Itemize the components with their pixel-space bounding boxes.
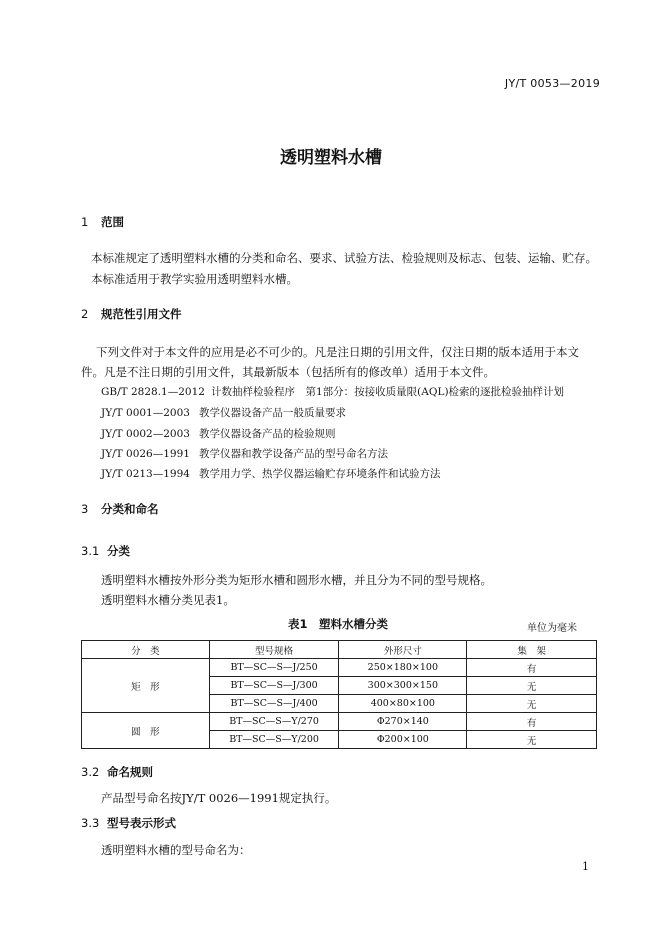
section-3-1-heading (81, 543, 130, 559)
section-number: 1 (81, 215, 89, 229)
section-title: 规范性引用文件 (101, 307, 182, 321)
size-cell: Φ270×140 (339, 713, 467, 731)
reference-code: JY/T 0026—1991 (101, 448, 190, 460)
size-cell: 250×180×100 (339, 659, 467, 677)
section-number: 2 (81, 307, 89, 321)
reference-code: JY/T 0002—2003 (101, 428, 190, 440)
size-cell: 300×300×150 (339, 677, 467, 695)
section-3-2-heading (81, 764, 153, 780)
rack-cell: 无 (467, 695, 597, 713)
reference-text: 教学用力学、热学仪器运输贮存环境条件和试验方法 (199, 468, 441, 480)
section-title: 分类 (107, 544, 130, 558)
rack-cell: 无 (467, 677, 597, 695)
size-cell: Φ200×100 (339, 731, 467, 749)
model-cell: BT—SC—S—J/300 (209, 677, 339, 695)
classification-table (81, 640, 597, 749)
category-cell: 矩 形 (82, 659, 210, 713)
model-cell: BT—SC—S—J/250 (209, 659, 339, 677)
table-header-row (82, 641, 597, 659)
paragraph: 透明塑料水槽按外形分类为矩形水槽和圆形水槽，并且分为不同的型号规格。 (101, 573, 492, 587)
reference-item (101, 405, 346, 420)
paragraph: 产品型号命名按JY/T 0026—1991规定执行。 (101, 791, 337, 805)
section-2-heading (81, 306, 182, 322)
table-row (82, 713, 597, 731)
section-title: 型号表示形式 (107, 816, 176, 830)
reference-text: 教学仪器设备产品一般质量要求 (199, 407, 346, 419)
paragraph: 透明塑料水槽的型号命名为： (101, 843, 251, 857)
model-cell: BT—SC—S—Y/270 (209, 713, 339, 731)
category-cell: 圆 形 (82, 713, 210, 749)
model-cell: BT—SC—S—Y/200 (209, 731, 339, 749)
rack-cell: 有 (467, 713, 597, 731)
reference-text: 教学仪器和教学设备产品的型号命名方法 (199, 448, 388, 460)
reference-code: GB/T 2828.1—2012 (101, 386, 205, 398)
document-title: 透明塑料水槽 (280, 148, 382, 168)
reference-text: 教学仪器设备产品的检验规则 (199, 428, 336, 440)
rack-cell: 有 (467, 659, 597, 677)
section-number: 3 (81, 502, 89, 516)
model-cell: BT—SC—S—J/400 (209, 695, 339, 713)
rack-cell: 无 (467, 731, 597, 749)
section-number: 3.1 (81, 544, 100, 558)
reference-code: JY/T 0213—1994 (101, 468, 190, 480)
section-number: 3.2 (81, 765, 100, 779)
section-3-3-heading (81, 815, 176, 831)
page-number: 1 (582, 860, 589, 873)
section-title: 命名规则 (107, 765, 153, 779)
reference-item (101, 466, 441, 481)
paragraph: 本标准适用于教学实验用透明塑料水槽。 (91, 272, 298, 286)
section-1-heading (81, 214, 124, 230)
paragraph: 本标准规定了透明塑料水槽的分类和命名、要求、试验方法、检验规则及标志、包装、运输、贮存。 (91, 251, 597, 265)
table-unit: 单位为毫米 (527, 623, 577, 634)
section-3-heading (81, 501, 159, 517)
standard-code: JY/T 0053—2019 (504, 77, 600, 90)
header-model: 型号规格 (209, 641, 339, 659)
reference-text: 计数抽样检验程序 第1部分：按接收质量限(AQL)检索的逐批检验抽样计划 (211, 386, 565, 398)
reference-code: JY/T 0001—2003 (101, 407, 190, 419)
header-size: 外形尺寸 (339, 641, 467, 659)
reference-item (101, 446, 388, 461)
size-cell: 400×80×100 (339, 695, 467, 713)
paragraph: 透明塑料水槽分类见表1。 (101, 593, 235, 607)
section-number: 3.3 (81, 816, 100, 830)
header-category: 分 类 (82, 641, 210, 659)
reference-item (101, 426, 336, 441)
paragraph: 件。凡是不注日期的引用文件，其最新版本（包括所有的修改单）适用于本文件。 (81, 365, 495, 379)
section-title: 范围 (101, 215, 124, 229)
header-rack: 集 架 (467, 641, 597, 659)
table-row (82, 659, 597, 677)
reference-item (101, 384, 564, 399)
table-caption: 表1 塑料水槽分类 (288, 617, 389, 631)
section-title: 分类和命名 (101, 502, 159, 516)
paragraph: 下列文件对于本文件的应用是必不可少的。凡是注日期的引用文件，仅注日期的版本适用于本文 (96, 345, 579, 359)
